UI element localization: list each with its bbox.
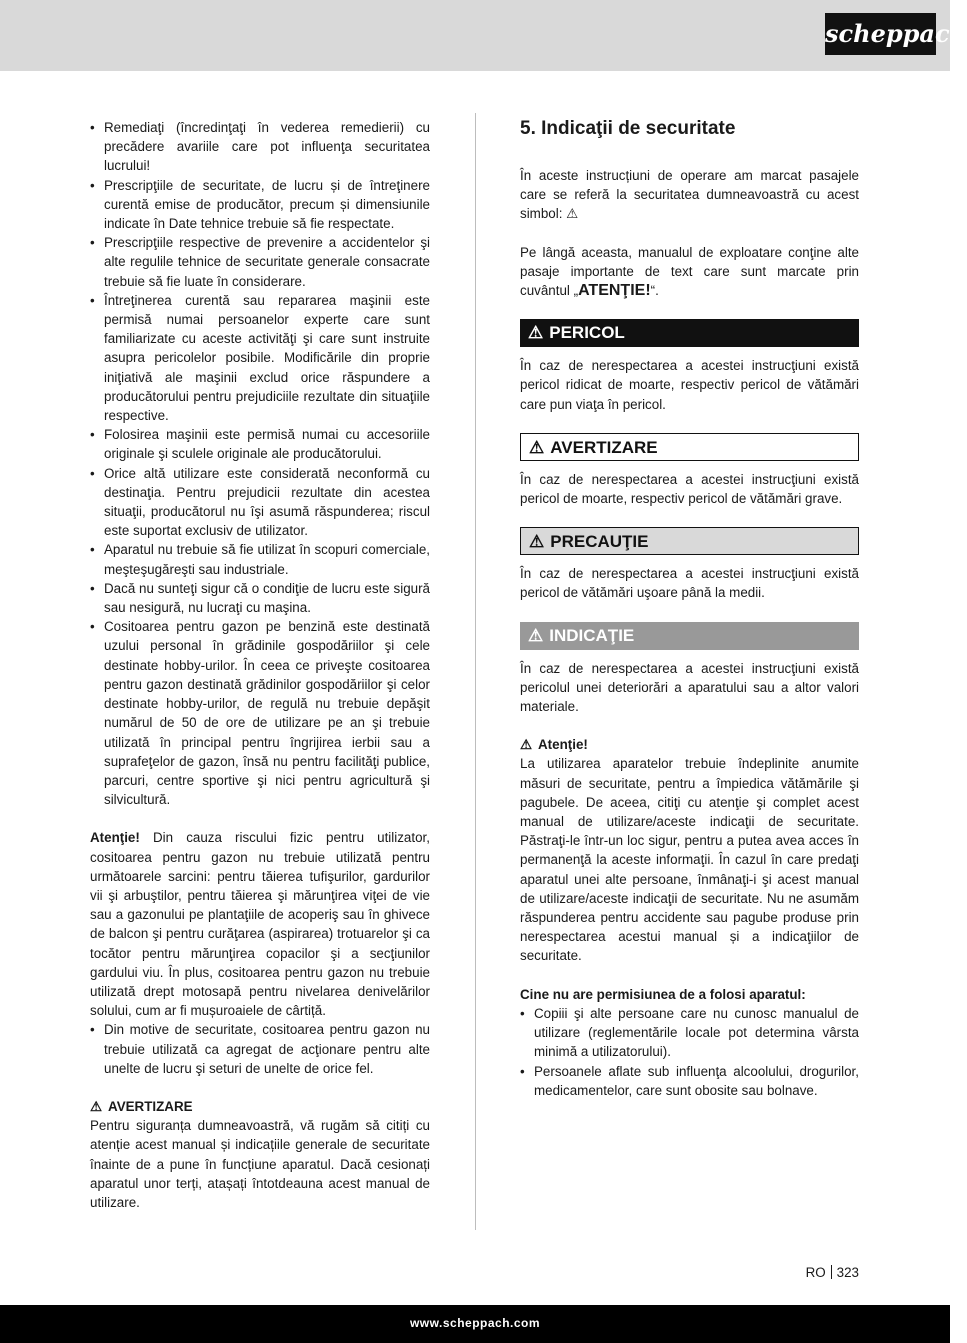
left-column xyxy=(90,118,430,1212)
footer-bar xyxy=(0,1305,950,1343)
column-divider xyxy=(475,113,476,1230)
right-column xyxy=(520,118,859,1100)
list-item: • Folosirea maşinii este permisă numai cu accesoriile originale şi sculele originale ale producătorului. xyxy=(90,425,430,463)
warning-triangle-icon: ⚠ xyxy=(528,625,544,645)
warning-triangle-icon: ⚠ xyxy=(529,437,545,457)
list-item: • Orice altă utilizare este considerată neconformă cu destinaţia. Pentru prejudicii rezultate din acestea situaţii, producătorul nu îşi asumă răspunderea; riscul este suportat exclusiv de utilizator. xyxy=(90,464,430,541)
list-item: • Întreţinerea curentă sau repararea maşinii este permisă numai persoanelor experte care sunt familiarizate cu aceste activităţi şi care sunt instruite asupra pericolelor posibile. Modificările din proprie iniţiativă ale maşinii exclud orice răspundere a producătorului pentru prejudiciile rezultate din situaţiile respective. xyxy=(90,291,430,425)
attention-label: Atenţie! xyxy=(90,830,140,846)
list-item: • Dacă nu sunteţi sigur că o condiţie de lucru este sigură sau nesigură, nu lucraţi cu maşina. xyxy=(90,579,430,617)
attention-word: ATENŢIE! xyxy=(578,282,651,300)
warning-text: Pentru siguranța dumneavoastră, vă rugăm să citiți cu atenție acest manual și indicațiile generale de securitate înainte de a pune în funcțiune aparatul. Dacă cesionați aparatul unor terți, atașați întotdeauna acest manual de utilizare. xyxy=(90,1118,430,1210)
note-text: În caz de nerespectarea a acestei instrucţiuni există pericolul unei deteriorări a aparatului sau a altor valori materiale. xyxy=(520,660,859,715)
list-item: • Copiii şi alte persoane care nu cunosc manualul de utilizare (reglementările locale pot determina vârsta minimă a utilizatorului). xyxy=(520,1004,859,1062)
page-number: RO 323 xyxy=(805,1265,859,1280)
scheppach-logo: scheppach xyxy=(825,13,936,55)
list-item: • Prescripţiile respective de prevenire a accidentelor şi alte regulile tehnice de securitate generale consacrate trebuie să fie luate în considerare. xyxy=(90,233,430,291)
danger-label: ⚠ PERICOL xyxy=(520,319,859,347)
list-item: • Aparatul nu trebuie să fie utilizat în scopuri comerciale, meşteşugăreşti sau industriale. xyxy=(90,540,430,578)
list-item: • Cositoarea pentru gazon pe benzină este destinată uzului personal în grădinile gospodăriilor şi cele destinate hobby-urilor. În ceea ce priveşte cositoarea pentru gazon destinată grădinilor gospodăriilor şi celor destinate hobby-urilor, de regulă nu trebuie depăşit numărul de 50 de ore de utilizare pe an şi trebuie utilizată în principal pentru îngrijirea ierbii sau a suprafeţelor de gazon, însă nu pentru facilităţi publice, parcuri, centre sportive şi nici pentru agricultură şi silvicultură. xyxy=(90,617,430,809)
attention-text: Din cauza riscului fizic pentru utilizator, cositoarea pentru gazon nu trebuie utilizată pentru următoarele sarcini: pentru tăierea tufişurilor, gardurilor vii şi arbuştilor, pentru tăierea şi mărunţirea viţei de vie sau a gazonului pe plantaţiile de acoperiş sau în ghivece de balcon şi pentru curăţarea (aspirarea) trotuarelor şi ca tocător pentru mărunţirea copacilor şi a secţiunilor gardului viu. În plus, cositoarea pentru gazon nu trebuie utilizată drept motosapă pentru nivelarea denivelărilor solului, cum ar fi mușuroaiele de cârtiță. xyxy=(90,830,430,1019)
header-bar xyxy=(0,0,967,71)
note-label: ⚠ INDICAŢIE xyxy=(520,622,859,650)
caution-text: În caz de nerespectarea a acestei instrucţiuni există pericol de vătămări uşoare până la medii. xyxy=(520,566,859,601)
warning-triangle-icon: ⚠ xyxy=(529,532,545,552)
warning-triangle-icon: ⚠ xyxy=(90,1098,103,1114)
list-item: • Din motive de securitate, cositoarea pentru gazon nu trebuie utilizată ca agregat de acţionare pentru alte unelte de lucru şi seturi de unelte de orice fel. xyxy=(90,1020,430,1078)
intro-paragraph-2: Pe lângă aceasta, manualul de exploatare conţine alte pasaje importante de text care sunt marcate prin cuvântul „ATENŢIE!“. xyxy=(520,244,859,300)
attention-paragraph xyxy=(90,828,430,1020)
warning-label: ⚠ AVERTIZARE xyxy=(520,433,859,461)
motive-bullet-list xyxy=(90,1020,430,1078)
warning-triangle-icon: ⚠ xyxy=(520,737,533,753)
attention-heading: ⚠ Atenţie! xyxy=(520,735,859,754)
list-item: • Remediaţi (încredinţaţi în vederea remedierii) cu precădere avariile care pot influenţa securitatea lucrului! xyxy=(90,118,430,176)
section-title: 5. Indicaţii de securitate xyxy=(520,118,736,139)
caution-label: ⚠ PRECAUŢIE xyxy=(520,527,859,555)
danger-text: În caz de nerespectarea a acestei instrucţiuni există pericol ridicat de moarte, respectiv pericol de vătămări care pun viaţa în pericol. xyxy=(520,358,859,412)
attention-text: La utilizarea aparatelor trebuie îndeplinite anumite măsuri de securitate, pentru a împiedica vătămările şi pagubele. De aceea, citiţi cu atenţie şi complet acest manual de utilizare/aceste indicaţii de securitate. Păstraţi-le într-un loc sigur, pentru a putea avea acces în permanenţă la aceste informaţii. În cazul în care predaţi aparatul unei alte persoane, înmânaţi-i şi acest manual de utilizare/aceste indicaţii de securitate. Nu ne asumăm răspunderea pentru accidente sau pagube produse prin nerespectarea acestui manual și a indicaţiilor de securitate. xyxy=(520,756,859,964)
list-item: • Persoanele aflate sub influenţa alcoolului, drogurilor, medicamentelor, care sunt obosite sau bolnave. xyxy=(520,1062,859,1100)
safety-bullet-list xyxy=(90,118,430,809)
list-item: • Prescripţiile de securitate, de lucru și de întreţinere curentă emise de producător, precum și dimensiunile indicate în Date tehnice trebuie să fie respectate. xyxy=(90,176,430,234)
who-bullet-list xyxy=(520,1004,859,1100)
footer-url: www.scheppach.com xyxy=(409,1316,541,1330)
intro-paragraph: În aceste instrucțiuni de operare am marcat pasajele care se referă la securitatea dumneavoastră cu acest simbol: ⚠ xyxy=(520,168,859,222)
warning-text: În caz de nerespectarea a acestei instrucţiuni există pericol de moarte, respectiv pericol de vătămări grave. xyxy=(520,471,859,507)
who-heading: Cine nu are permisiunea de a folosi aparatul: xyxy=(520,986,806,1002)
warning-triangle-icon: ⚠ xyxy=(528,323,544,343)
warning-heading: ⚠ AVERTIZARE xyxy=(90,1097,430,1116)
